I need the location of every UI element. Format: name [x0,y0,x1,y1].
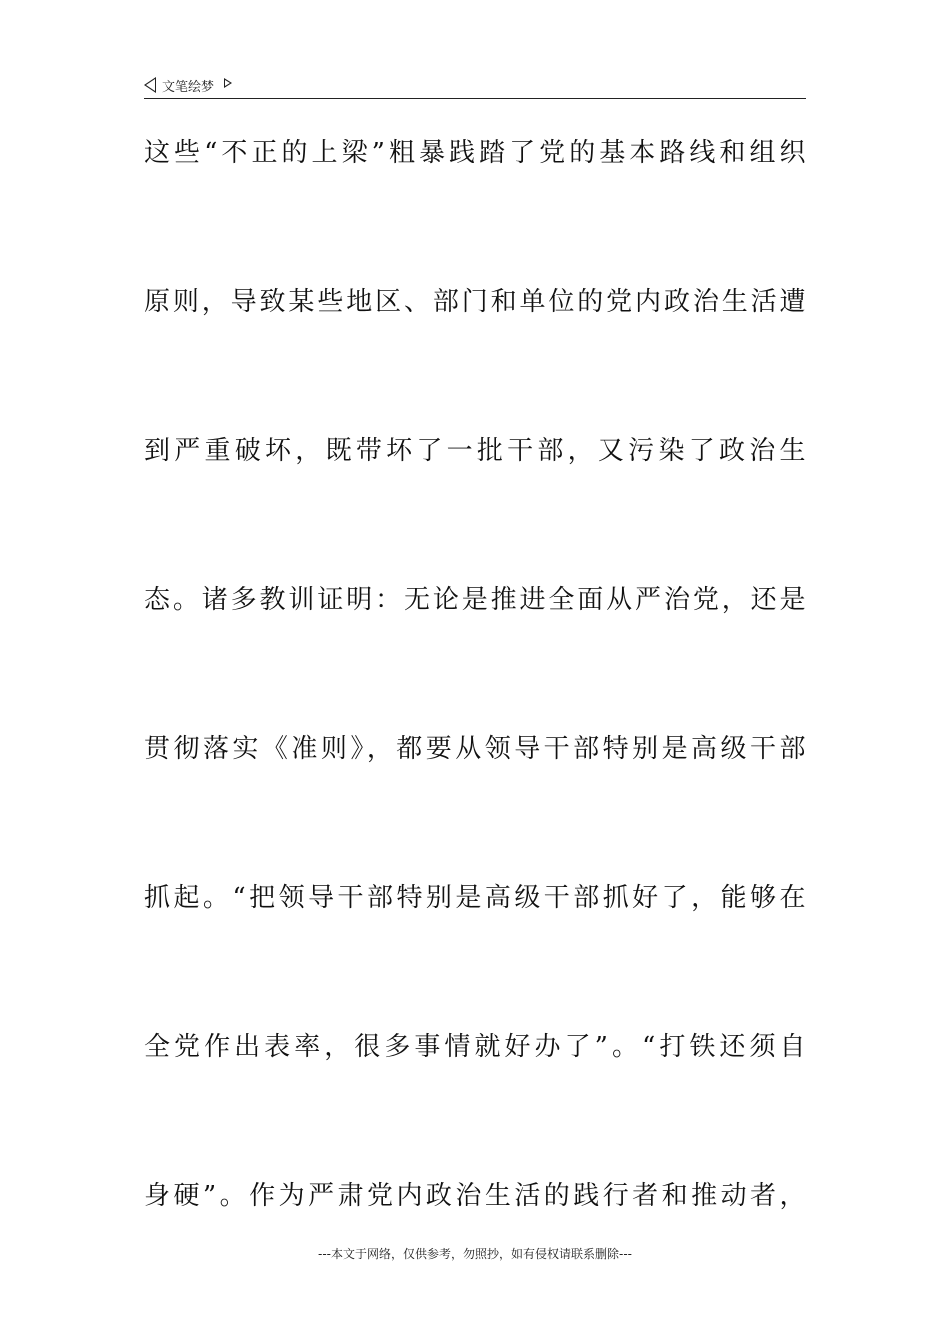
text-line: 抓起。“把领导干部特别是高级干部抓好了，能够在 [144,883,806,913]
triangle-left-icon [144,77,156,93]
text-line: 态。诸多教训证明：无论是推进全面从严治党，还是 [144,585,806,615]
text-line: 这些“不正的上梁”粗暴践踏了党的基本路线和组织 [144,138,806,168]
text-line: 全党作出表率，很多事情就好办了”。“打铁还须自 [144,1032,806,1062]
text-line: 到严重破坏，既带坏了一批干部，又污染了政治生 [144,436,806,466]
text-line: 身硬”。作为严肃党内政治生活的践行者和推动者， [144,1181,806,1211]
triangle-right-icon [224,78,232,88]
text-line: 原则，导致某些地区、部门和单位的党内政治生活遭 [144,287,806,317]
footer-notice: ---本文于网络，仅供参考，勿照抄，如有侵权请联系删除--- [318,1247,632,1261]
brand-name: 文笔绘梦 [162,79,215,95]
document-body [144,128,806,1320]
text-line: 贯彻落实《准则》，都要从领导干部特别是高级干部 [144,734,806,764]
page-header [144,72,806,99]
brand-logo [144,76,232,95]
